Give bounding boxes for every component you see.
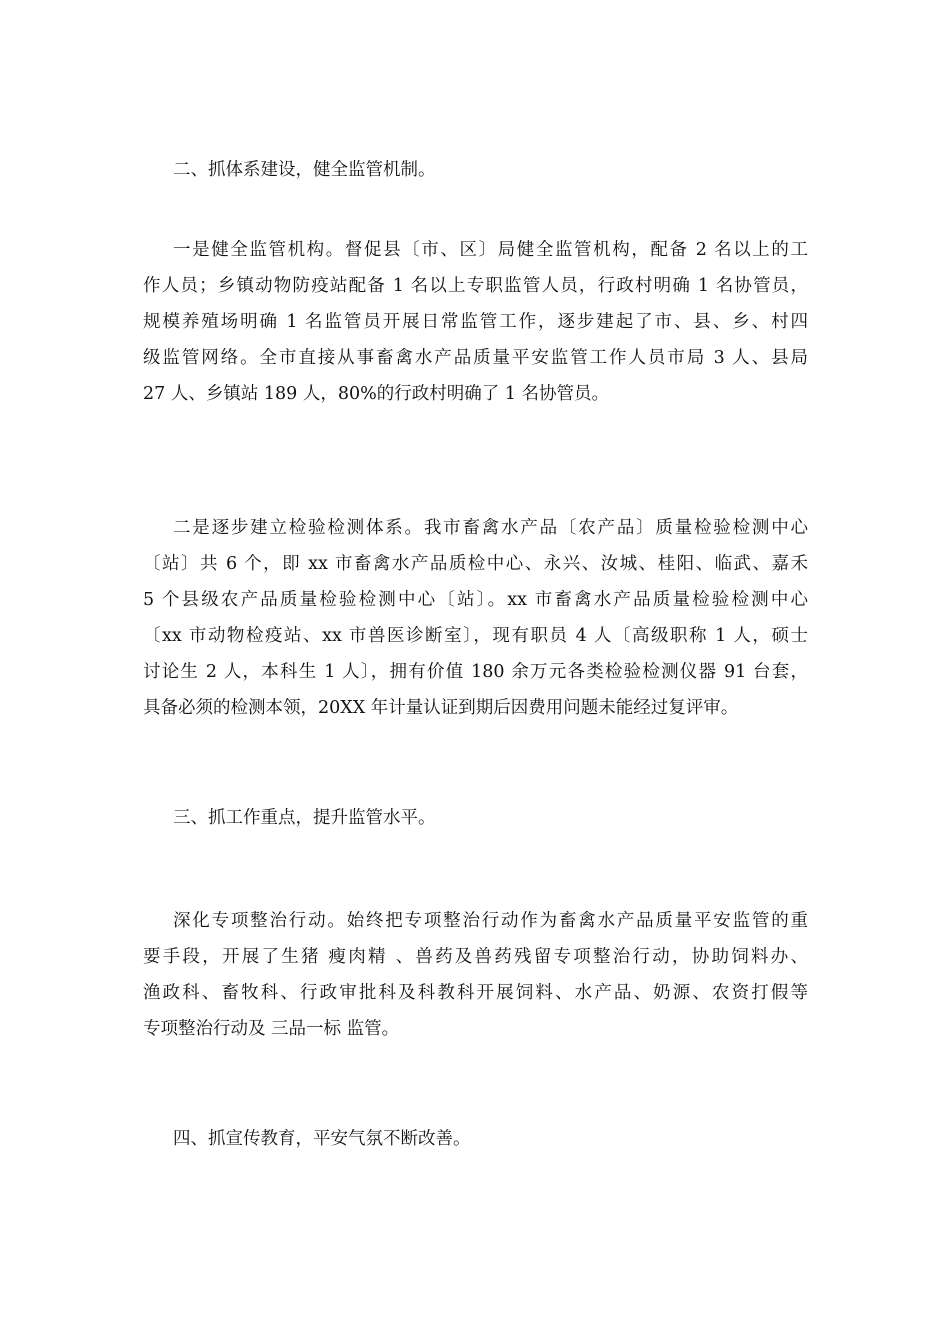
- paragraph-line: 二是逐步建立检验检测体系。我市畜禽水产品〔农产品〕质量检验检测中心: [173, 518, 808, 538]
- section-heading-4: [143, 1121, 808, 1157]
- paragraph-line: 一是健全监管机构。督促县〔市、区〕局健全监管机构，配备 2 名以上的工: [173, 240, 808, 260]
- paragraph-testing-system: [143, 510, 808, 726]
- section-heading-2: [143, 152, 808, 188]
- paragraph-line: 要手段，开展了生猪 瘦肉精 、兽药及兽药残留专项整治行动，协助饲料办、: [143, 947, 808, 967]
- paragraph-line: 5 个县级农产品质量检验检测中心〔站〕。xx 市畜禽水产品质量检验检测中心: [143, 590, 808, 610]
- paragraph-line: 级监管网络。全市直接从事畜禽水产品质量平安监管工作人员市局 3 人、县局: [143, 348, 808, 368]
- heading-line: 四、抓宣传教育，平安气氛不断改善。: [173, 1129, 471, 1149]
- paragraph-line: 具备必须的检测本领，20XX 年计量认证到期后因费用问题未能经过复评审。: [143, 698, 739, 718]
- section-heading-3: [143, 800, 808, 836]
- paragraph-line: 作人员；乡镇动物防疫站配备 1 名以上专职监管人员，行政村明确 1 名协管员，: [143, 276, 808, 296]
- heading-line: 二、抓体系建设，健全监管机制。: [173, 160, 436, 180]
- paragraph-line: 深化专项整治行动。始终把专项整治行动作为畜禽水产品质量平安监管的重: [173, 911, 808, 931]
- paragraph-line: 规模养殖场明确 1 名监管员开展日常监管工作，逐步建起了市、县、乡、村四: [143, 312, 808, 332]
- paragraph-line: 渔政科、畜牧科、行政审批科及科教科开展饲料、水产品、奶源、农资打假等: [143, 983, 808, 1003]
- paragraph-line: 27 人、乡镇站 189 人，80%的行政村明确了 1 名协管员。: [143, 384, 610, 404]
- paragraph-line: 讨论生 2 人，本科生 1 人〕，拥有价值 180 余万元各类检验检测仪器 91 台套，: [143, 662, 808, 682]
- heading-line: 三、抓工作重点，提升监管水平。: [173, 808, 436, 828]
- paragraph-line: 〔xx 市动物检疫站、xx 市兽医诊断室〕，现有职员 4 人〔高级职称 1 人，硕士: [143, 626, 808, 646]
- paragraph-line: 〔站〕共 6 个，即 xx 市畜禽水产品质检中心、永兴、汝城、桂阳、临武、嘉禾: [143, 554, 808, 574]
- paragraph-line: 专项整治行动及 三品一标 监管。: [143, 1019, 400, 1039]
- paragraph-special-rectification: [143, 903, 808, 1047]
- paragraph-supervision-agencies: [143, 232, 808, 412]
